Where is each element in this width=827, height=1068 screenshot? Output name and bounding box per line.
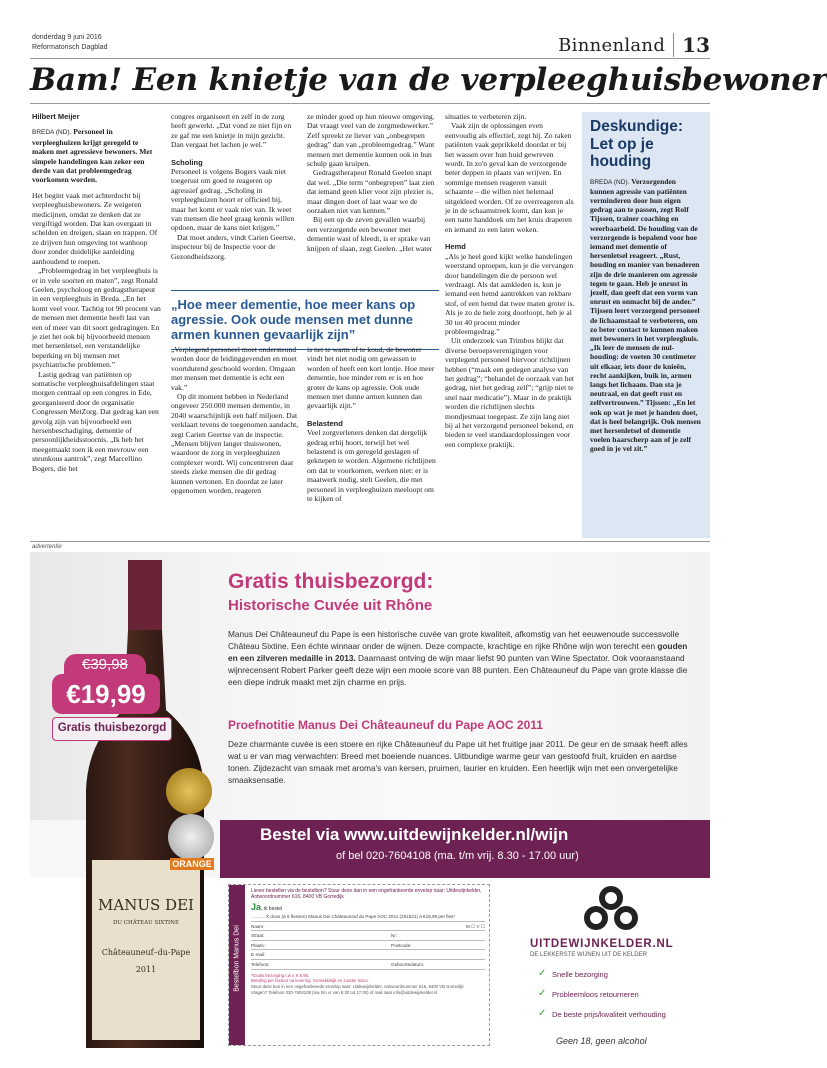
order-form-ja [251, 902, 485, 912]
benefit-item: Probleemloos retourneren [552, 990, 639, 999]
field-label: Straat: [251, 933, 265, 939]
order-form-instructions: Liever bestellen via de bestelbon? Stuur deze dan in een ongefrankeerde envelop naar: Uitdewijnkelder, Antwoordnummer 616, 8400 VB Gorredijk [251, 888, 482, 900]
form-note: Betaling per factuur na levering. Gemakkelijk en zonder risico. [251, 978, 369, 984]
brand-area [516, 884, 706, 1049]
brand-name: UITDEWIJNKELDER.NL [530, 938, 674, 950]
form-field-naam[interactable] [251, 922, 485, 932]
article-column-4 [445, 112, 575, 537]
brand-tagline: DE LEKKERSTE WIJNEN UIT DE KELDER [530, 952, 647, 958]
field-extra: Nr: [391, 933, 398, 939]
ad-subtitle: Historische Cuvée uit Rhône [228, 597, 433, 614]
article-column-3-bottom [307, 345, 437, 537]
order-quantity-line[interactable]: ……… X doos (à 6 flessen) Manus Dei Châteauneuf du Pape AOC 2011 (251531) à €19,99 per fles* [251, 912, 485, 922]
ad-body-text: Daarnaast ontving de wijn maar liefst 90 punten van Wine Spectator. Ook vooraanstaand wijnrecensent Robert Parker geeft deze wijn een mooie score van 88 punten. Een Châteauneuf du Pape van grote klasse die een diepe indruk maakt met zijn charme en prijs. [228, 653, 688, 687]
silver-medal-icon [168, 814, 214, 860]
order-phone: of bel 020-7604108 (ma. t/m vrij. 8.30 - 17.00 uur) [336, 850, 579, 862]
paragraph: Op dit moment hebben in Nederland ongeveer 250.000 mensen dementie, in 2040 waarschijnlijk een half miljoen. Dat verklaart tevens de toegenomen aandacht, zegt Carien Geertse van de inspectie. „Mensen blijven langer thuiswonen, waardoor de zorg in verpleeghuizen complexer wordt. Wij concentreren daar steeds zieke mensen die dit gedrag kunnen vertonen. En doordat ze later opgenomen worden, reageren [171, 392, 299, 496]
paragraph: Vaak zijn de oplossingen even eenvoudig als effectief, zegt hij. Zo raken patiënten vaak geprikkeld doordat er bij het wassen over hun huid gewreven wordt. In zo'n geval kan de verzorgende beter deppen in plaats van wrijven. En sommige mensen reageren vanuit schaamte – die willen niet helemaal uitgekleed worden. Of ze overreageren als je in de schaamstreek komt, dan kun je een natte handdoek om het kruis draperen en iemand zo een laten weken. [445, 121, 574, 234]
paragraph: Veel zorgverleners denken dat dergelijk gedrag erbij hoort, terwijl het wel belastend is om geregeld geslagen of geknepen te worden. Algemene richtlijnen om dat te voorkomen, werken niet: er is maatwerk nodig, stelt Geelen, die met personeel in verpleeghuizen meeloopt om te kijken of [307, 428, 436, 504]
ad-body-text: Manus Dei Châteauneuf du Pape is een historische cuvée van grote kwaliteit, afkomstig van het eeuwenoude successvolle Château Sixtine. Een échte winnaar onder de wijnen. Deze compacte, krachtige en rijke Rhône wijn won terecht een [228, 629, 680, 651]
benefit-item: De beste prijs/kwaliteit verhouding [552, 1010, 666, 1019]
paragraph: ze minder goed op hun nieuwe omgeving. Dat vraagt veel van de zorgmedewerker.” Zelf spreekt ze liever van „onbegrepen gedrag” dan van „probleemgedrag.” Want mensen met dementie kunnen ook in hun schulp gaan kruipen. [307, 112, 435, 169]
subheading-hemd: Hemd [445, 242, 466, 252]
header-divider [673, 33, 674, 57]
paragraph: is net te warm of te koud, de bewoner vindt het niet nodig om gewassen te worden of heeft een kort lontje. Hoe meer dementie, hoe minder rem er is en hoe groter de kans op agressie. Ook oude mensen met dunne armen kunnen dan gevaarlijk zijn.” [307, 345, 435, 411]
ad-body-1 [228, 628, 698, 688]
order-url[interactable]: Bestel via www.uitdewijnkelder.nl/wijn [260, 825, 569, 844]
headline-rule [30, 103, 710, 104]
field-label: Plaats: [251, 942, 266, 948]
order-form-label: Bestelbon Manus Dei [233, 925, 241, 992]
sidebar-paragraph [590, 177, 702, 307]
form-note: Vragen? Telefoon 020-7604108 (ma t/m vr van 8.30 tot 17.00) of mail naar info@uitdewijnkelder.nl [251, 989, 438, 995]
ja-sub: , ik bestel [261, 906, 283, 912]
page-header-section [558, 33, 710, 57]
sidebar-paragraph: Tijssen leert verzorgend personeel de lichaamstaal te verbeteren, om zo beter contact te kunnen maken met bewoners in het verpleeghuis. „Ik leer de mensen de nul-houding: de voeten 30 centimeter uit elkaar, iets door de knieën, recht aankijken, buik in, armen langs het lichaam. Dan sta je neutraal, en dat geeft rust en zelfvertrouwen.” Tijssen: „En let ook op wat je met je handen doet, dat is heel belangrijk. Ook mensen met hersenletsel of dementie voelen haarscherp aan of je zelf goed in je vel zit.” [590, 306, 701, 454]
order-form-body [251, 888, 485, 996]
page-header-meta [32, 33, 107, 53]
ad-title: Gratis thuisbezorgd: [228, 570, 434, 593]
ad-body-bold: gouden en een zilveren medaille in 2013. [228, 641, 688, 663]
article-column-2-top [171, 112, 299, 282]
sidebar-text [590, 177, 702, 454]
form-notes [251, 973, 485, 996]
field-label: Telefoon: [251, 961, 270, 967]
paragraph: congres organiseert en zelf in de zorg heeft gewerkt. „Dat vond ze niet fijn en ze gaf me een knietje in mijn gezicht. Dan vergaat het lachen je wel.” [171, 112, 292, 150]
form-note: *Gratis bezorging t.w.v. € 5,95. [251, 972, 310, 978]
order-form-side [229, 885, 245, 1045]
subheading-scholing: Scholing [171, 157, 203, 167]
paragraph: situaties te verbeteren zijn. [445, 112, 527, 121]
field-extra: Postcode: [391, 942, 412, 948]
paragraph: Personeel is volgens Bogers vaak niet toegerust om goed te reageren op agressief gedrag. „Scholing in verpleeghuizen hoort er officieel bij, maar het komt er vaak niet van. Ik weet van mensen die heel graag kennis willen opdoen, maar de kans niet krijgen.” [171, 167, 295, 233]
check-icon: ✓ [538, 968, 547, 979]
paragraph: „Probleemgedrag in het verpleeghuis is er in vele soorten en maten”, zegt Ronald Geelen, psycholoog en gedragstherapeut in een verpleeghuis in Breda. „En het komt veel voor. Tachtig tot 90 procent van de mensen met dementie heeft last van een of meer van dit soort gedragingen. En je ziet het ook bij bijvoorbeeld mensen met hersenletsel, een verstandelijke beperking en bij mensen met psychiatrische problemen.” [32, 266, 161, 370]
form-field-straat[interactable] [251, 931, 485, 941]
ja-label: Ja [251, 902, 262, 912]
header-rule [30, 58, 710, 59]
form-field-plaats[interactable] [251, 941, 485, 951]
age-notice: Geen 18, geen alcohol [556, 1036, 647, 1046]
check-icon: ✓ [538, 988, 547, 999]
lead-paragraph [32, 127, 162, 184]
new-price: €19,99 [52, 674, 160, 714]
article-column-1 [32, 112, 162, 537]
article-column-2-bottom [171, 345, 299, 537]
bottle-brand: MANUS DEI [98, 896, 194, 914]
byline: Hilbert Meijer [32, 112, 80, 121]
article-headline: Bam! Een knietje van de verpleeghuisbewoner [30, 62, 827, 98]
paragraph: Lastig gedrag van patiënten op somatische verpleeghuisafdelingen staat morgen centraal op een congres in Ede, georganiseerd door de organisatie Congressen MetZorg. Dat gedrag kan een gevolg zijn van bijvoorbeeld een hersenbeschadiging, dementie of persoonlijkheidsstoornis. „Ik heb het meegemaakt toen ik een mevrouw een steunkous aantrok”, zegt Marcellino Bogers, die het [32, 369, 159, 473]
publication-name: Reformatorisch Dagblad [32, 44, 108, 51]
ad-label: advertentie [32, 544, 62, 550]
field-extra: M ☐ V ☐ [466, 923, 485, 929]
wine-barrel-logo-icon [578, 884, 644, 936]
paragraph: „Als je heel goed kijkt welke handelingen weerstand oproepen, kun je die vervangen door handelingen die de persoon wel verdraagt. Als dat aankleden is, kun je iemand een hemd aantrekken van rekbare stof, of een hemd dat twee maten groter is. Als je zo de hele zorg doorloopt, heb je al 30 tot 40 procent minder probleemgedrag.” [445, 251, 575, 336]
form-note: Stuur deze bon in een ongefrankeerde envelop naar: Uitdewijnkelder, Antwoordnummer 616, 8400 VB Gorredijk [251, 984, 464, 990]
form-field-email[interactable] [251, 950, 485, 960]
tasting-note-title: Proefnotitie Manus Dei Châteauneuf du Pape AOC 2011 [228, 718, 543, 732]
bottle-appellation: Châteauneuf–du-Pape [101, 948, 191, 957]
sidebar-dateline: BREDA (ND). [590, 178, 630, 186]
old-price: €39,98 [64, 654, 146, 675]
paragraph: Dat moet anders, vindt Carien Geertse, inspecteur bij de Inspectie voor de Gezondheidszorg. [171, 232, 296, 261]
medal-label: ORANGE [170, 858, 214, 870]
free-delivery-tag: Gratis thuisbezorgd [52, 717, 172, 741]
bottle-subtitle: DU CHÂTEAU SIXTINE [112, 920, 180, 926]
gold-medal-icon [166, 768, 212, 814]
pull-quote: „Hoe meer dementie, hoe meer kans op agressie. Ook oude mensen met dunne armen kunnen gevaarlijk zijn” [171, 290, 439, 350]
paragraph: Bij een op de zeven gevallen waarbij een verzorgende een bewoner met dementie wast of kleedt, is er sprake van knijpen of slaan, zegt Geelen. „Het water [307, 215, 433, 253]
paragraph: Het begint vaak met achterdocht bij verpleeghuisbewoners. Ze weigeren medicijnen, omdat ze denken dat ze vergiftigd worden. Dat kan overgaan in schelden en dreigen, slaan en trappen. Of ze drijven hun omgeving tot wanhoop door zonder duidelijke aanleiding aanhoudend te roepen. [32, 190, 158, 266]
subheading-belastend: Belastend [307, 418, 343, 428]
sidebar-title: Deskundige: Let op je houding [590, 118, 684, 170]
section-name: Binnenland [558, 34, 666, 56]
ad-body-2: Deze charmante cuvée is een stoere en rijke Châteauneuf du Pape uit het fruitige jaar 2011. De geur en de smaak heeft alles wat u er van mag verwachten: Breed met boeiende nuances. Uitbundige warme geur van gestoofd fruit, kruiden en aardse tonen. Zijdezacht van smaak met aroma's van kersen, pruimen, laurier en kruiden. Een heerlijk wijn met een onvergetelijke smaaksensatie. [228, 739, 688, 785]
dateline: BREDA (ND). [32, 129, 72, 137]
sidebar-box [582, 112, 710, 538]
article-column-3-top [307, 112, 437, 282]
form-field-telefoon[interactable] [251, 960, 485, 970]
bottle-year: 2011 [135, 965, 157, 974]
issue-date: donderdag 9 juni 2016 [32, 34, 102, 41]
paragraph: Uit onderzoek van Trimbos blijkt dat diverse beroepsverenigingen voor verplegend personeel hiervoor richtlijnen hebben (“maak een gedegen analyse van het gedrag”; “behandel de oorzaak van het gedrag, niet het gedrag zelf”; “grijp niet te snel naar medicatie”). Maar in de praktijk worden die richtlijnen slechts mondjesmaat toegepast. Ze zijn lang niet bij al het verzorgend personeel bekend, en bieden te veel standaardoplossingen voor een complexe praktijk. [445, 336, 575, 449]
field-extra: Geboortedatum: [391, 961, 425, 967]
ad-rule [30, 541, 710, 542]
field-label: E-mail: [251, 952, 266, 958]
page-number: 13 [682, 33, 710, 57]
sidebar-lead: Verzorgenden kunnen agressie van patiënten verminderen door hun eigen gedrag aan te passen, zegt Rolf Tijssen, trainer coaching en weerbaarheid. De houding van de verzorgende is bepalend voor hoe iemand met dementie of hersenletsel reageert. „Rust, houding en manier van benaderen zijn de drie manieren om agressie tegen te gaan. Heb je onrust in jezelf, dan geeft dat een vorm van onrust en onmacht bij de ander.” [590, 176, 700, 307]
field-label: Naam: [251, 923, 265, 929]
paragraph: „Verplegend personeel moet ondersteund worden door de leidinggevenden en moet voortdurend geschoold worden. Omgaan met mensen met dementie is echt een vak.” [171, 345, 297, 392]
wine-advertisement [30, 552, 710, 1052]
paragraph: Gedragstherapeut Ronald Geelen snapt dat wel. „Die term “onbegrepen” laat zien dat iemand geen klier voor zijn plezier is, maar dingen doet of laat waar we de oorzaken niet van kennen.” [307, 168, 435, 216]
benefit-item: Snelle bezorging [552, 970, 608, 979]
lead-text: Personeel in verpleeghuizen krijgt geregeld te maken met agressieve bewoners. Met simpele handelingen kan zeker een derde van dat probleemgedrag voorkomen worden. [32, 127, 153, 185]
order-form[interactable] [228, 884, 490, 1046]
check-icon: ✓ [538, 1008, 547, 1019]
